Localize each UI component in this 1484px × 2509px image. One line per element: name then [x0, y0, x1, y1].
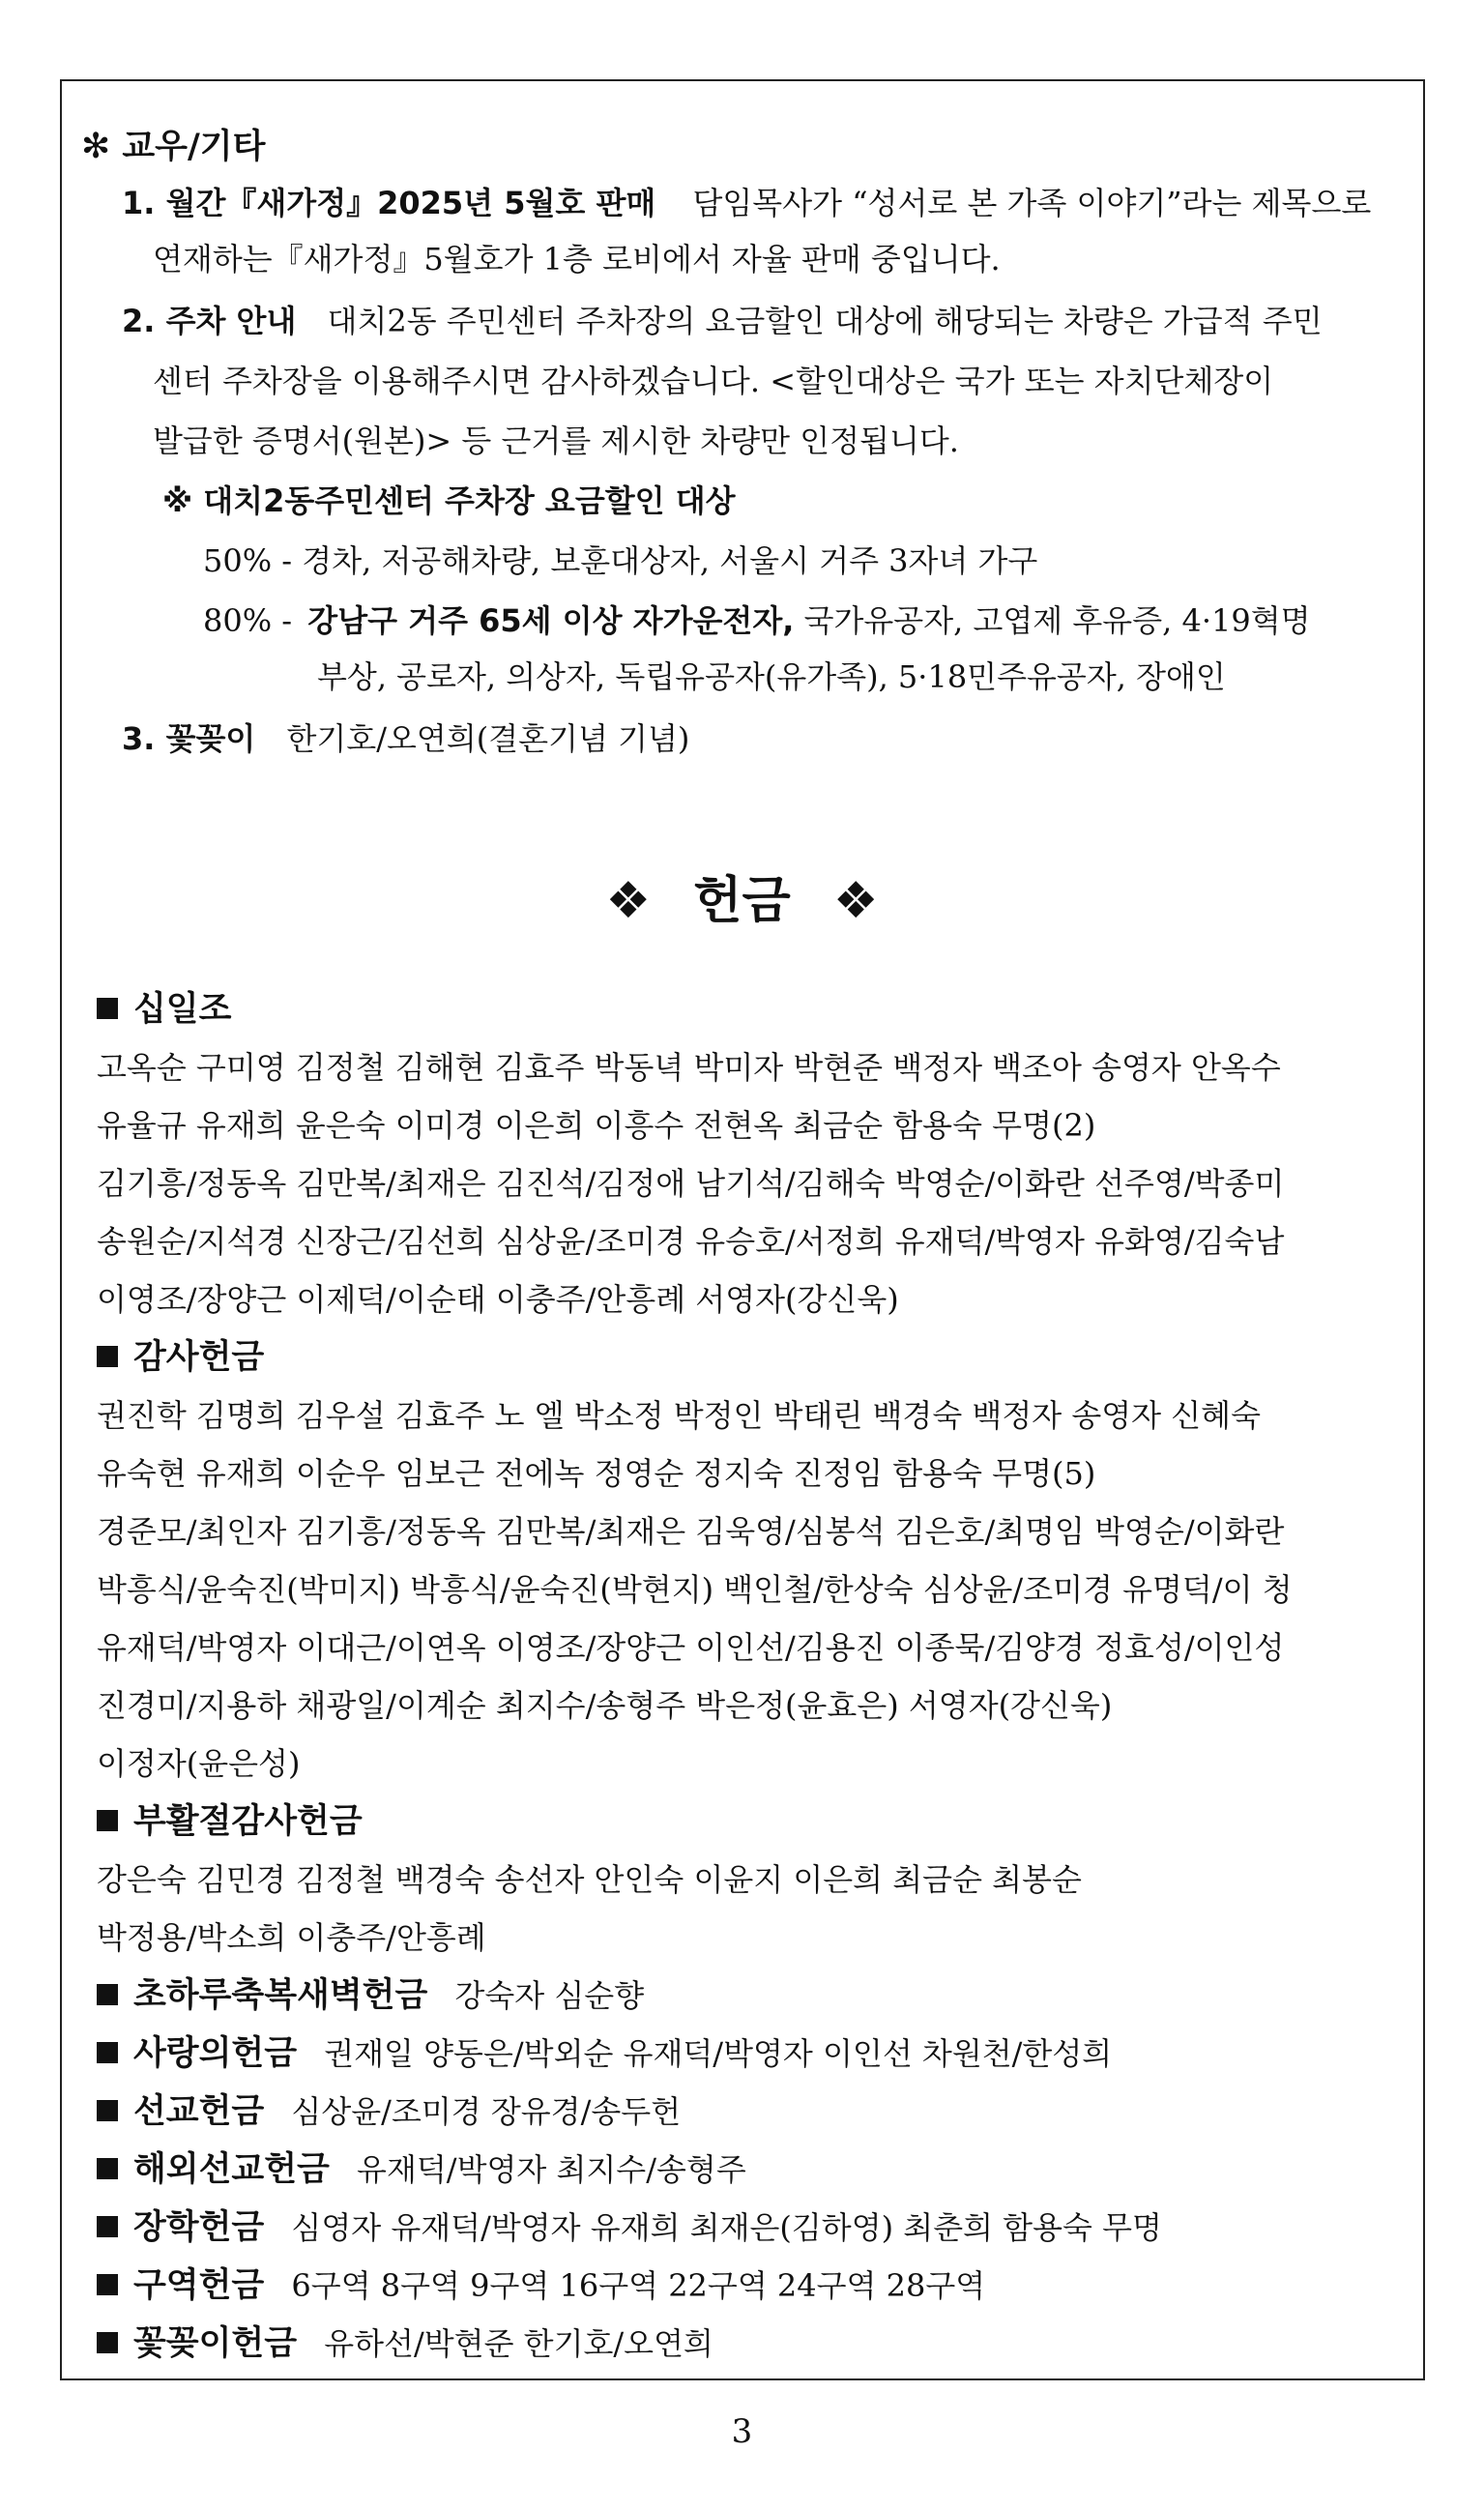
flower-label: 꽃꽂이헌금	[133, 2324, 298, 2363]
notice-item-2-cont2: 발급한 증명서(원본)> 등 근거를 제시한 차량만 인정됩니다.	[153, 423, 959, 459]
thanks-line: 유숙현 유재희 이순우 임보근 전에녹 정영순 정지숙 진정임 함용숙 무명(5)	[97, 1455, 1096, 1492]
flower-text: 유하선/박현준 한기호/오연희	[324, 2325, 713, 2362]
tithe-line: 유율규 유재희 윤은숙 이미경 이은희 이흥수 전현옥 최금순 함용숙 무명(2)	[97, 1107, 1096, 1144]
square-bullet-icon	[97, 2274, 118, 2295]
dawn-offering	[97, 1976, 644, 2015]
tithe-label: 십일조	[133, 990, 232, 1029]
notice-item-1	[122, 184, 1371, 222]
thanks-line: 경준모/최인자 김기흥/정동옥 김만복/최재은 김욱영/심봉석 김은호/최명임 박영순/이화란	[97, 1513, 1285, 1550]
discount-80-rest: 국가유공자, 고엽제 후유증, 4·19혁명	[803, 602, 1311, 639]
tithe-line: 고옥순 구미영 김정철 김해현 김효주 박동녁 박미자 박현준 백정자 백조아 송영자 안옥수	[97, 1049, 1281, 1086]
thanks-line: 유재덕/박영자 이대근/이연옥 이영조/장양근 이인선/김용진 이종묵/김양경 정효성/이인성	[97, 1629, 1285, 1666]
notice-item-2-label: 2. 주차 안내	[122, 303, 297, 339]
overseas-offering	[97, 2150, 746, 2189]
discount-80	[203, 601, 1311, 640]
discount-80-cont: 부상, 공로자, 의상자, 독립유공자(유가족), 5·18민주유공자, 장애인	[317, 658, 1226, 695]
diamond-right-icon: ❖	[832, 872, 879, 930]
easter-line: 강은숙 김민경 김정철 백경숙 송선자 안인숙 이윤지 이은희 최금순 최봉순	[97, 1861, 1082, 1898]
district-offering	[97, 2266, 985, 2305]
notice-item-3-label: 3. 꽃꽂이	[122, 720, 256, 757]
easter-heading	[97, 1802, 363, 1841]
overseas-text: 유재덕/박영자 최지수/송형주	[357, 2151, 746, 2188]
discount-50: 50% - 경차, 저공해차량, 보훈대상자, 서울시 거주 3자녀 가구	[203, 542, 1038, 579]
mission-label: 선교헌금	[133, 2092, 265, 2131]
diamond-left-icon: ❖	[605, 872, 652, 930]
square-bullet-icon	[97, 2332, 118, 2353]
thanks-line: 이정자(윤은성)	[97, 1745, 301, 1782]
easter-label: 부활절감사헌금	[133, 1802, 363, 1841]
notices-heading-text: 교우/기타	[122, 128, 266, 166]
scholarship-label: 장학헌금	[133, 2208, 265, 2247]
discount-80-rate: 80% -	[203, 602, 293, 639]
square-bullet-icon	[97, 2158, 118, 2179]
discount-note: ※ 대치2동주민센터 주차장 요금할인 대상	[162, 482, 736, 519]
scholarship-text: 심영자 유재덕/박영자 유재희 최재은(김하영) 최춘희 함용숙 무명	[291, 2209, 1162, 2246]
tithe-heading	[97, 990, 231, 1029]
square-bullet-icon	[97, 2100, 118, 2121]
square-bullet-icon	[97, 998, 118, 1019]
notice-item-2-cont1: 센터 주차장을 이용해주시면 감사하겠습니다. <할인대상은 국가 또는 자치단체장이	[153, 363, 1274, 399]
district-text: 6구역 8구역 9구역 16구역 22구역 24구역 28구역	[291, 2267, 986, 2304]
page-number: 3	[731, 2412, 753, 2451]
thanks-label: 감사헌금	[133, 1338, 265, 1377]
tithe-line: 김기흥/정동옥 김만복/최재은 김진석/김정애 남기석/김해숙 박영순/이화란 선주영/박종미	[97, 1165, 1285, 1202]
flower-offering	[97, 2324, 713, 2363]
notice-item-3-text: 한기호/오연희(결혼기념 기념)	[286, 720, 690, 757]
offering-title	[0, 870, 1484, 932]
discount-80-highlight: 강남구 거주 65세 이상 자가운전자,	[307, 602, 795, 639]
asterisk-icon: ✻	[81, 127, 111, 166]
tithe-line: 송원순/지석경 신장근/김선희 심상윤/조미경 유승호/서정희 유재덕/박영자 유화영/김숙남	[97, 1223, 1285, 1260]
easter-line: 박정용/박소희 이충주/안흥례	[97, 1919, 486, 1956]
overseas-label: 해외선교헌금	[133, 2150, 330, 2189]
square-bullet-icon	[97, 2216, 118, 2237]
notice-item-3	[122, 719, 689, 758]
notice-item-1-text: 담임목사가 “성서로 본 가족 이야기”라는 제목으로	[692, 185, 1372, 221]
square-bullet-icon	[97, 1984, 118, 2005]
mission-offering	[97, 2092, 681, 2131]
notice-item-1-cont: 연재하는『새가정』5월호가 1층 로비에서 자율 판매 중입니다.	[153, 241, 1001, 277]
love-offering	[97, 2034, 1112, 2073]
dawn-text: 강숙자 심순향	[454, 1977, 645, 2014]
district-label: 구역헌금	[133, 2266, 265, 2305]
square-bullet-icon	[97, 1810, 118, 1831]
offering-title-text: 헌금	[693, 872, 791, 930]
love-text: 권재일 양동은/박외순 유재덕/박영자 이인선 차원천/한성희	[324, 2035, 1113, 2072]
mission-text: 심상윤/조미경 장유경/송두헌	[291, 2093, 682, 2130]
tithe-line: 이영조/장양근 이제덕/이순태 이충주/안흥례 서영자(강신욱)	[97, 1281, 899, 1318]
dawn-label: 초하루축복새벽헌금	[133, 1976, 428, 2015]
love-label: 사랑의헌금	[133, 2034, 298, 2073]
thanks-heading	[97, 1338, 264, 1377]
thanks-line: 권진학 김명희 김우설 김효주 노 엘 박소정 박정인 박태린 백경숙 백정자 송영자 신혜숙	[97, 1397, 1261, 1434]
thanks-line: 박흥식/윤숙진(박미지) 박흥식/윤숙진(박현지) 백인철/한상숙 심상윤/조미경 유명덕/이 청	[97, 1571, 1293, 1608]
square-bullet-icon	[97, 2042, 118, 2063]
notices-heading	[81, 128, 265, 166]
square-bullet-icon	[97, 1346, 118, 1367]
scholarship-offering	[97, 2208, 1162, 2247]
notice-item-1-label: 1. 월간『새가정』2025년 5월호 판매	[122, 185, 656, 221]
thanks-line: 진경미/지용하 채광일/이계순 최지수/송형주 박은정(윤효은) 서영자(강신욱)	[97, 1687, 1113, 1724]
notice-item-2	[122, 302, 1323, 340]
notice-item-2-text: 대치2동 주민센터 주차장의 요금할인 대상에 해당되는 차량은 가급적 주민	[327, 303, 1323, 339]
